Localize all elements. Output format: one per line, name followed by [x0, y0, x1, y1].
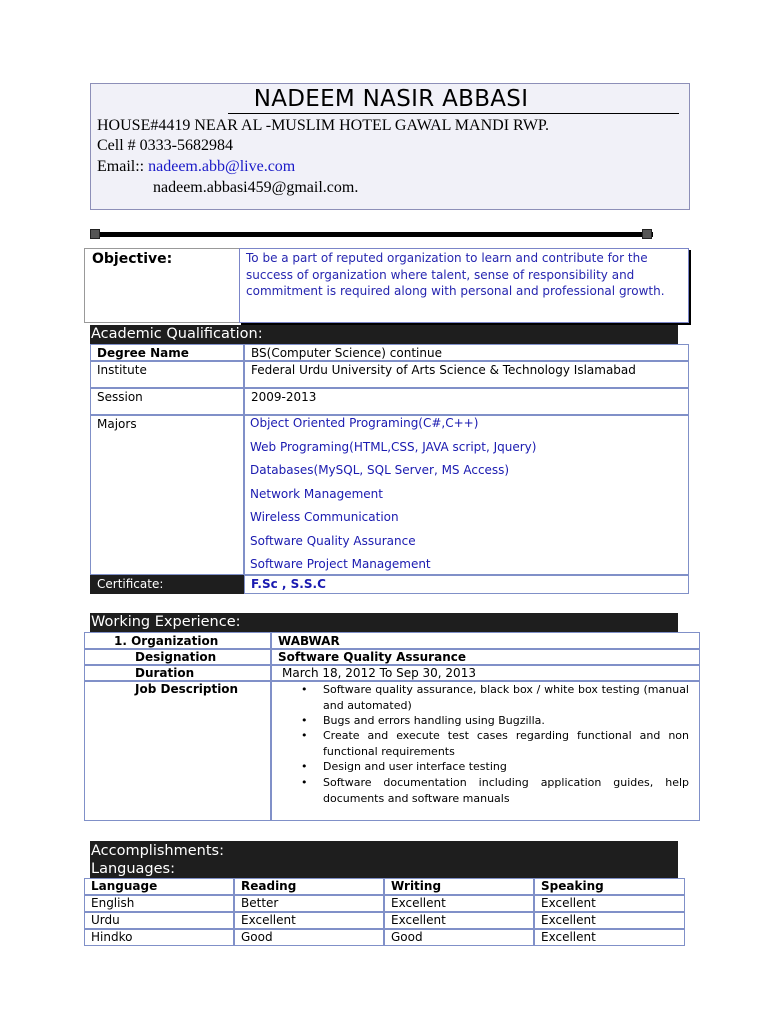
divider-cap-right	[642, 229, 652, 239]
job-description-label: Job Description	[84, 681, 271, 821]
organization-label: 1. Organization	[84, 632, 271, 649]
objective-label: Objective:	[92, 251, 173, 267]
major-item: Software Project Management	[250, 557, 431, 571]
major-item: Object Oriented Programing(C#,C++)	[250, 416, 479, 430]
major-item: Web Programing(HTML,CSS, JAVA script, Jquery)	[250, 440, 537, 454]
bullet-icon: •	[301, 760, 308, 773]
job-duty: Design and user interface testing	[323, 760, 507, 773]
major-item: Databases(MySQL, SQL Server, MS Access)	[250, 463, 510, 477]
bullet-icon: •	[301, 714, 308, 727]
major-item: Software Quality Assurance	[250, 534, 416, 548]
job-duty: Software quality assurance, black box / white box testing (manual and automated)	[323, 683, 689, 712]
certificate-label: Certificate:	[90, 575, 244, 594]
accomplishments-title: Accomplishments:	[91, 843, 224, 859]
job-duty: Create and execute test cases regarding functional and non functional requirements	[323, 729, 689, 758]
job-duty: Software documentation including application guides, help documents and software manuals	[323, 776, 689, 805]
designation-value: Software Quality Assurance	[271, 649, 700, 665]
cell-number: Cell # 0333-5682984	[97, 137, 233, 154]
divider-cap-left	[90, 229, 100, 239]
bullet-icon: •	[301, 683, 308, 696]
degree-value: BS(Computer Science) continue	[244, 344, 689, 361]
email-line	[97, 158, 295, 176]
languages-cell: Excellent	[384, 895, 534, 912]
languages-cell: Excellent	[234, 912, 384, 929]
languages-cell: Excellent	[534, 895, 685, 912]
organization-value: WABWAR	[271, 632, 700, 649]
languages-header-cell: Language	[84, 878, 234, 895]
languages-cell: Better	[234, 895, 384, 912]
accomplishments-section	[90, 841, 678, 879]
institute-label: Institute	[90, 361, 244, 388]
session-value: 2009-2013	[244, 388, 689, 415]
academic-section-title: Academic Qualification:	[90, 325, 678, 344]
duration-label: Duration	[84, 665, 271, 681]
section-divider	[92, 232, 653, 237]
bullet-icon: •	[301, 776, 308, 789]
degree-label: Degree Name	[90, 344, 244, 361]
major-item: Network Management	[250, 487, 383, 501]
objective-text: To be a part of reputed organization to learn and contribute for the success of organization where talent, sense of responsibility and commitment is required along with personal and professional growth.	[246, 251, 665, 298]
objective-label-cell	[84, 248, 239, 323]
languages-header-cell: Speaking	[534, 878, 685, 895]
languages-cell: Good	[234, 929, 384, 946]
institute-value: Federal Urdu University of Arts Science & Technology Islamabad	[244, 361, 689, 388]
bullet-icon: •	[301, 729, 308, 742]
candidate-name: NADEEM NASIR ABBASI	[253, 86, 529, 112]
languages-header-cell: Writing	[384, 878, 534, 895]
languages-cell: English	[84, 895, 234, 912]
address: HOUSE#4419 NEAR AL -MUSLIM HOTEL GAWAL MANDI RWP.	[97, 117, 550, 134]
name-underline	[228, 113, 679, 114]
languages-header-cell: Reading	[234, 878, 384, 895]
job-duty: Bugs and errors handling using Bugzilla.	[323, 714, 545, 727]
languages-cell: Urdu	[84, 912, 234, 929]
languages-cell: Excellent	[534, 912, 685, 929]
majors-label: Majors	[90, 415, 244, 575]
languages-title: Languages:	[91, 861, 175, 877]
email-label: Email::	[97, 158, 149, 175]
languages-cell: Excellent	[534, 929, 685, 946]
contact-header	[90, 83, 690, 210]
experience-section-title: Working Experience:	[90, 613, 678, 632]
objective-text-cell	[239, 248, 689, 323]
duration-value: March 18, 2012 To Sep 30, 2013	[271, 665, 700, 681]
session-label: Session	[90, 388, 244, 415]
email-link[interactable]: nadeem.abb@live.com	[148, 158, 296, 175]
languages-cell: Hindko	[84, 929, 234, 946]
languages-cell: Good	[384, 929, 534, 946]
email-secondary: nadeem.abbasi459@gmail.com.	[153, 179, 359, 196]
certificate-value: F.Sc , S.S.C	[244, 575, 689, 594]
languages-cell: Excellent	[384, 912, 534, 929]
designation-label: Designation	[84, 649, 271, 665]
major-item: Wireless Communication	[250, 510, 399, 524]
